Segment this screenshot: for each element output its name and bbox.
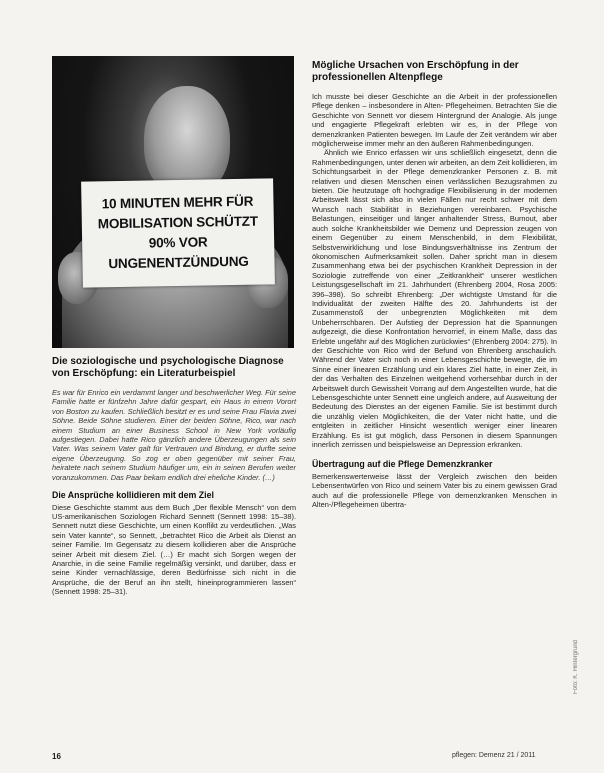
literature-excerpt: Es war für Enrico ein verdammt langer und beschwerlicher Weg. Für seine Familie hatte er fünfzehn Jahre dafür gespart, ein Haus in einem Vorort von Boston zu kaufen. Schließlich besitzt er es und seine Frau Flavia zwei Söhne. Beide Söhne studieren. Einer der beiden Söhne, Rico, war nach einem Studium an einer Business School in New York vorläufig aufgestiegen. Dabei hatte Rico gänzlich andere Überzeugungen als sein Vater. Was seinem Vater galt für Vertrauen und Bindung, er durfte seine eigene Überzeugung. So zog er oben gegenüber mit seiner Frau, heiratete nach seinem Studium häufiger um, ein in seinen Berufen weiter voranzukommen. Das Paar bekam endlich drei eheliche Kinder. (…) bbox=[52, 388, 296, 482]
body-paragraph: Diese Geschichte stammt aus dem Buch „Der flexible Mensch“ von dem US-amerikanischen Soziologen Richard Sennett (Sennett 1998: 15–38). Sennett nutzt diese Geschichte, um einen Konflikt zu verdeutlichen. „Was sein Vater kannte“, so Sennett, „betrachtet Rico die Arbeit als Dienst an seiner Familie. Im Gegensatz zu diesem kollidieren aber die Ansprüche seiner Arbeit mit diesem Ziel. (…) Er macht sich Sorgen wegen der Anarchie, in die seine Familie regelmäßig versinkt, und darüber, dass er seine Kinder vernachlässige, deren Bedürfnisse sich nicht in die Ansprüche, die der Beruf an ihn stellt, hineinprogrammieren lassen“ (Sennett 1998: 25–31). bbox=[52, 502, 296, 597]
right-column bbox=[312, 60, 557, 510]
section-heading: Die soziologische und psychologische Diagnose von Erschöpfung: ein Literaturbeispiel bbox=[52, 356, 284, 379]
body-paragraph: Ich musste bei dieser Geschichte an die Arbeit in der professionellen Pflege denken – insbesondere in Alten- Pflegeheimen. Betrachten Sie die Geschichte von Sennett vor diesem Hintergrund der Analogie. Als junge und engagierte Pflegekraft erlebten wir es, in der Pflege von demenzkranken Patienten bewegen. Im Laufe der Zeit verändern wir aber möglicherweise immer mehr an den äußeren Rahmenbedingungen. bbox=[312, 92, 557, 149]
left-column bbox=[52, 356, 296, 597]
sign-line: MOBILISATION SCHÜTZT bbox=[97, 213, 258, 232]
sign-line: 10 MINUTEN MEHR FÜR bbox=[101, 193, 254, 212]
body-paragraph: Ähnlich wie Enrico erfassen wir uns schließlich eingesetzt, denn die Rahmenbedingungen, unter denen wir arbeiten, an dem Zeit kollidieren, im Schichtungsarbeit in der Pflege demenzkranker Personen z. B. mit relativen und diesen Menschen einen verlässlichen Bezugsrahmen zu bieten. Die heutzutage oft hochgradige Flexibilisierung in der modernen Arbeitswelt lässt sich also in vielen Fällen nur recht schwer mit dem Wunsch nach Stabilität in Beziehungen vereinbaren. Psychische Belastungen, einseitiger und länger anhaltender Stress, Burnout, aber auch solche Krankheitsbilder wie Demenz und Depression zeugen von einem Gegenüber zu einem Menschenbild, in dem Flexibilität, Selbstverwirklichung und lose Bindungsverhältnisse ins Zentrum der ökonomischen Aufmerksamkeit sollen. Daher spricht man in diesem Zusammenhang etwa bei der psychischen Krankheit Depression in der Soziologie zutreffende von einer „Zeitkrankheit“ unserer westlichen Leistungsgesellschaft im 21. Jahrhundert (Ehrenberg 2004, Rosa 2005: 396–398). So schreibt Ehrenberg: „Der wichtigste Umstand für die Individualität der zweiten Hälfte des 20. Jahrhunderts ist der Zusammenstoß der unbegrenzten Möglichkeiten mit dem Unbeherrschbaren. Der Aufstieg der Depression hat die Spannungen aufgezeigt, die diese Konfrontation hervorrief, in einem Maße, dass das Erlebte ungefähr auf des Möglichen zurückwies“ (Ehrenberg 2004: 275). In der Geschichte von Rico wird der Befund von Ehrenberg anschaulich. Während der Vater sich noch in einer Lebensgeschichte bewegte, die im Sinne einer linearen Erzählung und ein klares Ziel hatte, in einer Zeit, in der das Verhalten des Einzelnen weitgehend vorhersehbar durch in der Arbeitswelt durch Gewissheit Vorrang auf dem Angestellten wurde, hat die Lebensgeschichte unter Sennett eine ungleich andere, auf Ausweitung der Bedeutung des Dienstes an der eigenen Familie. Sie ist bestimmt durch die unzählig vielen Möglichkeiten, die der Vater nicht hatte, und die entgleiten in zeitlicher Hinsicht wesentlich weniger einer linearen Erzählung. Es ist gut möglich, dass Personen in diesem Spannungen innerlich zerrissen und beispielsweise an Depression erkranken. bbox=[312, 148, 557, 450]
page-number: 16 bbox=[52, 752, 61, 761]
subheading: Die Ansprüche kollidieren mit dem Ziel bbox=[52, 490, 214, 501]
photo bbox=[52, 56, 294, 348]
section-heading: Mögliche Ursachen von Erschöpfung in der professionellen Altenpflege bbox=[312, 60, 519, 83]
body-paragraph: Bemerkenswerterweise lässt der Vergleich zwischen den beiden Lebensentwürfen von Rico und seinem Vater bis zu einem gewissen Grad auch auf die professionelle Pflege von demenzkranken Menschen in Alten-/Pflegeheimen übertra- bbox=[312, 471, 557, 510]
journal-footer: pflegen: Demenz 21 / 2011 bbox=[452, 752, 536, 759]
protest-sign bbox=[81, 178, 275, 287]
sign-line: UNGENENTZÜNDUNG bbox=[108, 253, 249, 272]
photo-credit: Foto: K. Hintergrund bbox=[573, 640, 579, 695]
subheading: Übertragung auf die Pflege Demenzkranker bbox=[312, 459, 493, 470]
sign-line: 90% VOR bbox=[148, 234, 208, 251]
